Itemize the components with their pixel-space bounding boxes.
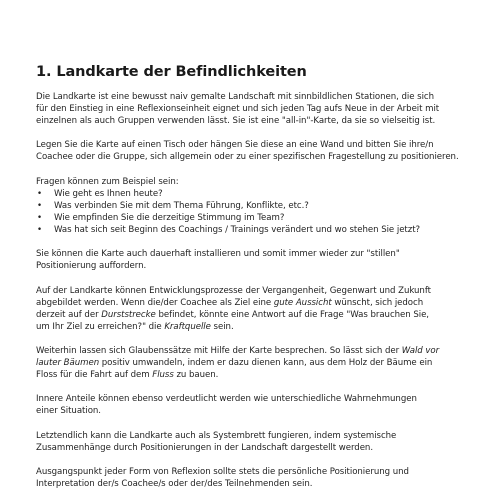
text-line: Positionierung auffordern. bbox=[36, 261, 147, 272]
text-line: Die Landkarte ist eine bewusst naiv gemalte Landschaft mit sinnbildlichen Stationen, die sich bbox=[36, 92, 435, 102]
text-line: einer Situation. bbox=[36, 406, 101, 417]
paragraph-development bbox=[36, 285, 476, 333]
text-run: abgebildet werden. Wenn die/der Coachee als Ziel eine bbox=[36, 297, 274, 308]
text-line: Coachee oder die Gruppe, sich allgemein oder zu einer spezifischen Fragestellung zu positionieren. bbox=[36, 152, 459, 163]
emphasis-term: gute Aussicht bbox=[273, 297, 332, 308]
text-line: Ausgangspunkt jeder Form von Reflexion sollte stets die persönliche Positionierung und bbox=[36, 466, 409, 477]
text-run: positiv umwandeln, indem er dazu dienen kann, aus dem Holz der Bäume ein bbox=[99, 358, 433, 369]
text-line: Legen Sie die Karte auf einen Tisch oder hängen Sie diese an eine Wand und bitten Sie ihre/n bbox=[36, 140, 434, 151]
text-line: Fragen können zum Beispiel sein: bbox=[36, 176, 179, 187]
paragraph-inner-parts bbox=[36, 393, 476, 417]
list-item-text: Was verbinden Sie mit dem Thema Führung, Konflikte, etc.? bbox=[54, 200, 309, 211]
page-title: 1. Landkarte der Befindlichkeiten bbox=[36, 64, 307, 80]
emphasis-term: Fluss bbox=[152, 370, 174, 381]
text-line bbox=[36, 357, 476, 369]
emphasis-term: Wald vor bbox=[401, 345, 440, 356]
text-line: für den Einstieg in eine Reflexionseinheit eignet und sich jeden Tag aufs Neue in der Arbeit mit bbox=[36, 104, 440, 115]
paragraph-starting-point bbox=[36, 466, 476, 490]
text-line bbox=[36, 345, 476, 357]
paragraph-beliefs bbox=[36, 345, 476, 381]
text-run: derzeit auf der bbox=[36, 309, 102, 320]
paragraph-usage bbox=[36, 139, 476, 163]
emphasis-term: Kraftquelle bbox=[164, 321, 211, 332]
text-run: zu bauen. bbox=[173, 370, 219, 381]
text-line: Interpretation der/s Coachee/s oder der/des Teilnehmenden sein. bbox=[36, 479, 313, 489]
example-questions-list bbox=[36, 188, 476, 236]
list-item bbox=[36, 200, 476, 212]
text-line bbox=[36, 369, 476, 381]
bullet-icon: • bbox=[37, 188, 43, 199]
text-line: Zusammenhänge durch Positionierungen in der Landschaft dargestellt werden. bbox=[36, 442, 374, 453]
text-run: um Ihr Ziel zu erreichen?" die bbox=[36, 321, 165, 332]
text-line: Letztendlich kann die Landkarte auch als Systembrett fungieren, indem systemische bbox=[36, 430, 397, 441]
text-run: Weiterhin lassen sich Glaubenssätze mit Hilfe der Karte besprechen. So lässt sich der bbox=[36, 345, 402, 356]
list-item bbox=[36, 212, 476, 224]
paragraph-intro bbox=[36, 91, 476, 127]
list-item-text: Wie geht es Ihnen heute? bbox=[54, 188, 163, 199]
document-body bbox=[36, 91, 476, 502]
list-item-text: Wie empfinden Sie die derzeitige Stimmung im Team? bbox=[54, 212, 285, 223]
paragraph-system-board bbox=[36, 430, 476, 454]
text-run: sein. bbox=[210, 321, 234, 332]
bullet-icon: • bbox=[37, 200, 43, 211]
list-item-text: Was hat sich seit Beginn des Coachings / Trainings verändert und wo stehen Sie jetzt? bbox=[54, 225, 421, 236]
text-run: Floss für die Fahrt auf dem bbox=[36, 370, 153, 381]
text-line: einzelnen als auch Gruppen verwenden lässt. Sie ist eine "all-in"-Karte, da sie so vielseitig ist. bbox=[36, 116, 436, 127]
paragraph-permanent bbox=[36, 248, 476, 272]
emphasis-term: Durststrecke bbox=[101, 309, 156, 320]
text-run: wünscht, sich jedoch bbox=[331, 297, 424, 308]
text-line: Auf der Landkarte können Entwicklungsprozesse der Vergangenheit, Gegenwart und Zukunft bbox=[36, 285, 431, 296]
text-line bbox=[36, 321, 476, 333]
bullet-icon: • bbox=[37, 225, 43, 236]
list-item bbox=[36, 188, 476, 200]
list-item bbox=[36, 224, 476, 236]
examples-intro bbox=[36, 176, 476, 188]
text-run: befindet, könnte eine Antwort auf die Frage "Was brauchen Sie, bbox=[155, 309, 429, 320]
bullet-icon: • bbox=[37, 212, 43, 223]
text-line bbox=[36, 297, 476, 309]
text-line bbox=[36, 309, 476, 321]
emphasis-term: lauter Bäumen bbox=[36, 358, 100, 369]
text-line: Sie können die Karte auch dauerhaft installieren und somit immer wieder zur "stillen" bbox=[36, 249, 400, 260]
text-line: Innere Anteile können ebenso verdeutlicht werden wie unterschiedliche Wahrnehmungen bbox=[36, 394, 417, 405]
